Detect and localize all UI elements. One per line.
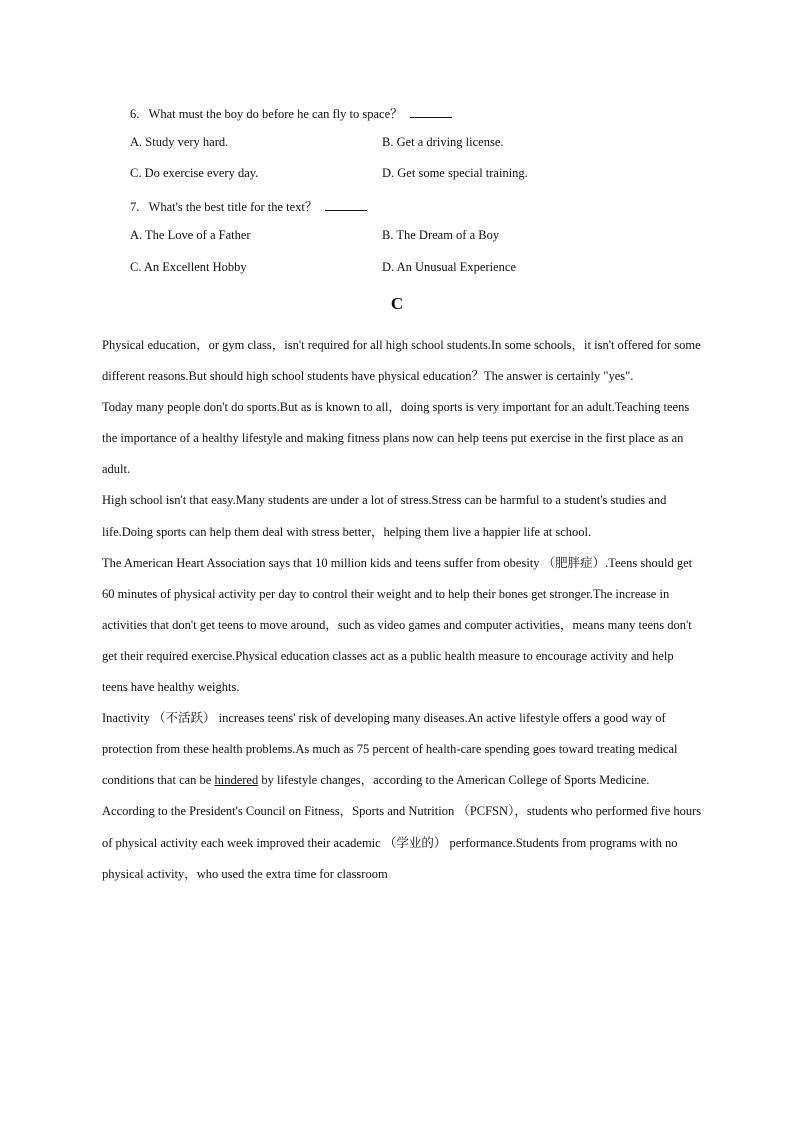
option-6b: B. Get a driving license. [382,135,504,149]
paragraph-6: According to the President's Council on Fitness，Sports and Nutrition （PCFSN），students who performed five hours of physical activity each week improved their academic （学业的） performance.Students from programs with no physical activity，who used the extra time for classroom [102,804,702,881]
underlined-word: hindered [214,773,259,788]
question-text: What must the boy do before he can fly to space？ [148,107,403,121]
option-6c: C. Do exercise every day. [130,166,259,180]
option-7a: A. The Love of a Father [130,228,251,242]
question-number: 6. [130,107,140,121]
question-7 [130,197,367,215]
paragraph-2: Today many people don't do sports.But as is known to all，doing sports is very important for an adult.Teaching teens the importance of a healthy lifestyle and making fitness plans now can help teens put exercise in the first place as an adult. [102,400,690,477]
paragraph-3: High school isn't that easy.Many students are under a lot of stress.Stress can be harmful to a student's studies and life.Doing sports can help them deal with stress better，helping them live a happier life at school. [102,493,667,539]
option-7d: D. An Unusual Experience [382,260,516,274]
question-number: 7. [130,200,140,214]
option-7c: C. An Excellent Hobby [130,260,247,274]
answer-blank [410,106,452,118]
reading-passage [102,330,702,890]
question-6 [130,104,452,122]
paragraph-5 [102,703,702,796]
paragraph-1: Physical education，or gym class，isn't required for all high school students.In some schools，it isn't offered for some different reasons.But should high school students have physical education？The answer is certainly "yes". [102,338,701,384]
option-6d: D. Get some special training. [382,166,528,180]
option-7b: B. The Dream of a Boy [382,228,500,242]
paragraph-4: The American Heart Association says that 10 million kids and teens suffer from obesity （肥胖症）.Teens should get 60 minutes of physical activity per day to control their weight and to help their bones get stronger.The increase in activities that don't get teens to move around，such as video games and computer activities，means many teens don't get their required exercise.Physical education classes act as a public health measure to encourage activity and help teens have healthy weights. [102,555,693,695]
section-heading: C [390,294,404,313]
question-text: What's the best title for the text？ [148,200,318,214]
paragraph-5-text-b: by lifestyle changes，according to the American College of Sports Medicine. [258,773,650,788]
answer-blank [325,199,367,211]
paragraph-5-text-a: Inactivity （不活跃） increases teens' risk of developing many diseases.An active lifestyle offers a good way of protection from these health problems.As much as 75 percent of health-care spending goes toward treating medical conditions that can be [102,711,678,788]
option-6a: A. Study very hard. [130,135,229,149]
